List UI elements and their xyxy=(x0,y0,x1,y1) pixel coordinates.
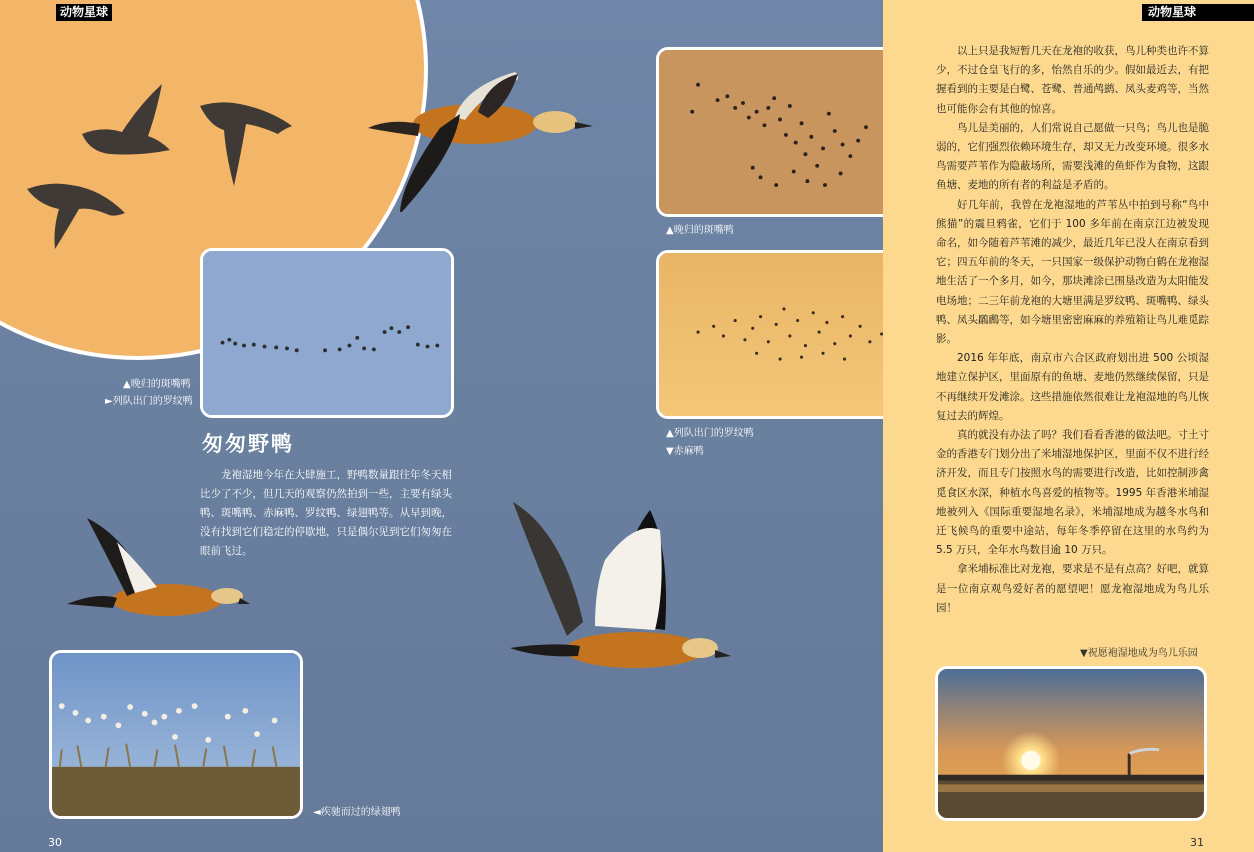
caption-spot-billed-ducks: ▲晚归的斑嘴鸭 xyxy=(123,379,191,390)
article-paragraph: 鸟儿是美丽的，人们常说自己愿做一只鸟；鸟儿也是脆弱的，它们强烈依赖环境生存，却又无力改变环境。很多水鸟需要芦苇作为隐蔽场所，需要浅滩的鱼虾作为食物，这跟鱼塘、麦地的所有者的利益是矛盾的。 xyxy=(936,121,1209,192)
section-body: 龙袍湿地今年在大肆施工，野鸭数量跟往年冬天相比少了不少，但几天的观察仍然拍到一些，主要有绿头鸭、斑嘴鸭、赤麻鸭、罗纹鸭、绿翅鸭等。从早到晚，没有找到它们稳定的停歇地，只是偶尔见到它们匆匆在眼前飞过。 xyxy=(200,469,452,557)
page-number-right: 31 xyxy=(1190,836,1204,849)
caption-returning-spot-billed-ducks: ▲晚归的斑嘴鸭 xyxy=(666,225,734,236)
caption-falcated-ducks-going-out: ▲列队出门的罗纹鸭 xyxy=(666,428,754,439)
magazine-section-tag: 动物星球 xyxy=(56,4,112,21)
caption-ruddy-shelduck: ▼赤麻鸭 xyxy=(666,446,704,457)
ruddy-shelduck-left-image xyxy=(62,512,252,632)
section-title: 匆匆野鸭 xyxy=(202,431,294,456)
article-paragraph: 好几年前，我曾在龙袍湿地的芦苇丛中拍到号称“鸟中熊猫”的震旦鸦雀，它们于 100 多年前在南京江边被发现命名，如今随着芦苇滩的减少，最近几年已没人在南京看到它；四五年前的冬天，一只国家一级保护动物白鹤在龙袍湿地生活了一个多月，如今，那块滩涂已围垦改造为太阳能发电场地；二三年前龙袍的大塘里满是罗纹鸭、斑嘴鸭、绿头鸭、凤头鸊鷉等，如今塘里密密麻麻的养殖箱让鸟儿难觅踪影。 xyxy=(936,198,1209,346)
photo-flock-line xyxy=(200,248,454,418)
photo-green-winged-teal xyxy=(49,650,303,819)
sunset-wetland-image xyxy=(938,669,1204,818)
returning-flock-image xyxy=(659,50,883,214)
article-body xyxy=(936,42,1209,618)
caption-sunset-wetland: ▼祝愿袍湿地成为鸟儿乐园 xyxy=(1080,648,1198,659)
photo-returning-spot-billed-ducks xyxy=(656,47,883,217)
magazine-section-tag-right: 动物星球 xyxy=(1142,4,1254,21)
article-paragraph: 以上只是我短暂几天在龙袍的收获，鸟儿种类也许不算少，不过仓皇飞行的多，怡然自乐的少。假如最近去，有把握看到的主要是白鹭、苍鹭、普通鸬鹚、凤头麦鸡等，当然也可能你会有其他的惊喜。 xyxy=(936,45,1209,115)
photo-sunset-wetland xyxy=(935,666,1207,821)
ruddy-shelduck-flying-image xyxy=(360,62,600,212)
photo-falcated-and-shelduck xyxy=(656,250,883,419)
page-number-left: 30 xyxy=(48,836,62,849)
green-winged-teal-image xyxy=(52,653,300,816)
caption-falcated-ducks: ►列队出门的罗纹鸭 xyxy=(105,396,193,407)
article-paragraph: 2016 年年底，南京市六合区政府划出进 500 公顷湿地建立保护区，里面原有的鱼塘、麦地仍然继续保留，只是不再继续开发滩涂。这些措施依然很难让龙袍湿地的鸟儿恢复过去的辉煌。 xyxy=(936,352,1209,422)
dusk-flock-image xyxy=(659,253,883,416)
flock-line-image xyxy=(203,251,451,415)
ruddy-shelduck-center-image xyxy=(505,500,735,675)
article-paragraph: 真的就没有办法了吗？我们看看香港的做法吧。寸土寸金的香港专门划分出了米埔湿地保护区，里面不仅不进行经济开发，而且专门按照水鸟的需要进行改造，比如控制涉禽觅食区水深，种植水鸟喜爱的植物等。1995 年香港米埔湿地被列入《国际重要湿地名录》，米埔湿地成为越冬水鸟和迁飞候鸟的重要中途站，每年冬季停留在这里的水鸟约为 5.5 万只，全年水鸟数目逾 10 万只。 xyxy=(936,429,1209,557)
caption-green-winged-teal: ◄疾驰而过的绿翅鸭 xyxy=(313,807,401,818)
article-paragraph: 拿米埔标准比对龙袍，要求是不是有点高？好吧，就算是一位南京观鸟爱好者的愿望吧！愿龙袍湿地成为鸟儿乐园！ xyxy=(936,563,1209,614)
